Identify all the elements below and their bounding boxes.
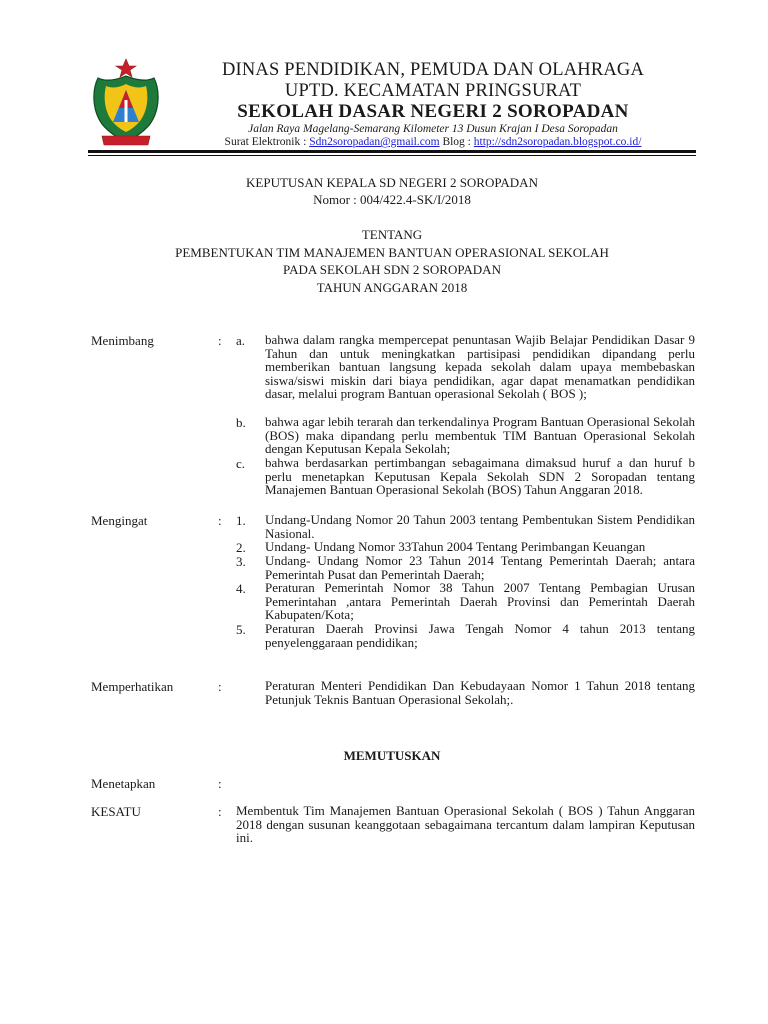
email-label: Surat Elektronik :: [224, 136, 310, 148]
menimbang-marker-a: a.: [236, 333, 246, 348]
school-address: Jalan Raya Magelang-Semarang Kilometer 13 Dusun Krajan I Desa Soropadan: [248, 123, 618, 135]
menimbang-colon: :: [218, 333, 222, 348]
uptd-name: UPTD. KECAMATAN PRINGSURAT: [284, 81, 582, 101]
decree-subject-1: PEMBENTUKAN TIM MANAJEMEN BANTUAN OPERASIONAL SEKOLAH: [175, 245, 609, 260]
mengingat-marker-3: 3.: [236, 554, 246, 569]
menimbang-label: Menimbang: [91, 333, 154, 348]
decree-number: Nomor : 004/422.4-SK/I/2018: [313, 192, 471, 207]
regency-emblem: [88, 56, 164, 148]
decree-title: KEPUTUSAN KEPALA SD NEGERI 2 SOROPADAN: [246, 175, 538, 190]
memperhatikan-text: Peraturan Menteri Pendidikan Dan Kebudayaan Nomor 1 Tahun 2018 tentang Petunjuk Teknis Bantuan Operasional Sekolah;.: [265, 678, 695, 707]
memperhatikan-colon: :: [218, 679, 222, 694]
menimbang-marker-b: b.: [236, 415, 246, 430]
menetapkan-colon: :: [218, 776, 222, 791]
menimbang-marker-c: c.: [236, 456, 246, 471]
mengingat-marker-1: 1.: [236, 513, 246, 528]
school-name: SEKOLAH DASAR NEGERI 2 SOROPADAN: [237, 101, 629, 122]
header-rule-thin: [88, 155, 696, 156]
menetapkan-label: Menetapkan: [91, 776, 156, 791]
header-rule-thick: [88, 150, 696, 153]
blog-label: Blog :: [439, 136, 474, 148]
email-link[interactable]: Sdn2soropadan@gmail.com: [309, 136, 440, 148]
mengingat-item-3: Undang- Undang Nomor 23 Tahun 2014 Tentang Pemerintah Daerah; antara Pemerintah Pusat dan Pemerintah Daerah;: [265, 553, 695, 582]
mengingat-item-2: Undang- Undang Nomor 33Tahun 2004 Tentang Perimbangan Keuangan: [265, 539, 646, 554]
mengingat-marker-2: 2.: [236, 540, 246, 555]
menimbang-item-b: bahwa agar lebih terarah dan terkendalinya Program Bantuan Operasional Sekolah (BOS) maka dipandang perlu membentuk TIM Bantuan Operasional Sekolah dengan Keputusan Kepala Sekolah;: [265, 414, 695, 456]
agency-name: DINAS PENDIDIKAN, PEMUDA DAN OLAHRAGA: [221, 60, 645, 80]
memutuskan-heading: MEMUTUSKAN: [343, 748, 441, 763]
mengingat-item-5: Peraturan Daerah Provinsi Jawa Tengah Nomor 4 tahun 2013 tentang penyelenggaraan pendidikan;: [265, 621, 695, 650]
kesatu-text: Membentuk Tim Manajemen Bantuan Operasional Sekolah ( BOS ) Tahun Anggaran 2018 dengan susunan keanggotaan sebagaimana tercantum dalam lampiran Keputusan ini.: [236, 803, 695, 845]
decree-subject-3: TAHUN ANGGARAN 2018: [316, 280, 468, 295]
mengingat-marker-5: 5.: [236, 622, 246, 637]
contact-line: [168, 136, 698, 148]
blog-link[interactable]: http://sdn2soropadan.blogspot.co.id/: [473, 136, 642, 148]
memperhatikan-label: Memperhatikan: [91, 679, 174, 694]
decree-subject-2: PADA SEKOLAH SDN 2 SOROPADAN: [283, 262, 501, 277]
mengingat-label: Mengingat: [91, 513, 148, 528]
menimbang-item-a: bahwa dalam rangka mempercepat penuntasan Wajib Belajar Pendidikan Dasar 9 Tahun dan untuk meningkatkan partisipasi pendidikan dipandang perlu memberikan bantuan langsung kepada sekolah dalam upaya membebaskan siswa/siswi miskin dari biaya pendidikan, agar dapat menamatkan pendidikan dasar, melalui program Bantuan operasional Sekolah ( BOS );: [265, 332, 695, 401]
mengingat-item-1: Undang-Undang Nomor 20 Tahun 2003 tentang Pembentukan Sistem Pendidikan Nasional.: [265, 512, 695, 541]
kesatu-colon: :: [218, 804, 222, 819]
mengingat-marker-4: 4.: [236, 581, 246, 596]
menimbang-item-c: bahwa berdasarkan pertimbangan sebagaimana dimaksud huruf a dan huruf b perlu menetapkan Keputusan Kepala Sekolah SDN 2 Soropadan tentang Manajemen Bantuan Operasional Sekolah (BOS) Tahun Anggaran 2018.: [265, 455, 695, 497]
kesatu-label: KESATU: [91, 804, 141, 819]
mengingat-item-4: Peraturan Pemerintah Nomor 38 Tahun 2007 Tentang Pembagian Urusan Pemerintahan ,antara Pemerintah Daerah Provinsi dan Pemerintah Daerah Kabupaten/Kota;: [265, 580, 695, 622]
about-heading: TENTANG: [361, 227, 423, 242]
mengingat-colon: :: [218, 513, 222, 528]
